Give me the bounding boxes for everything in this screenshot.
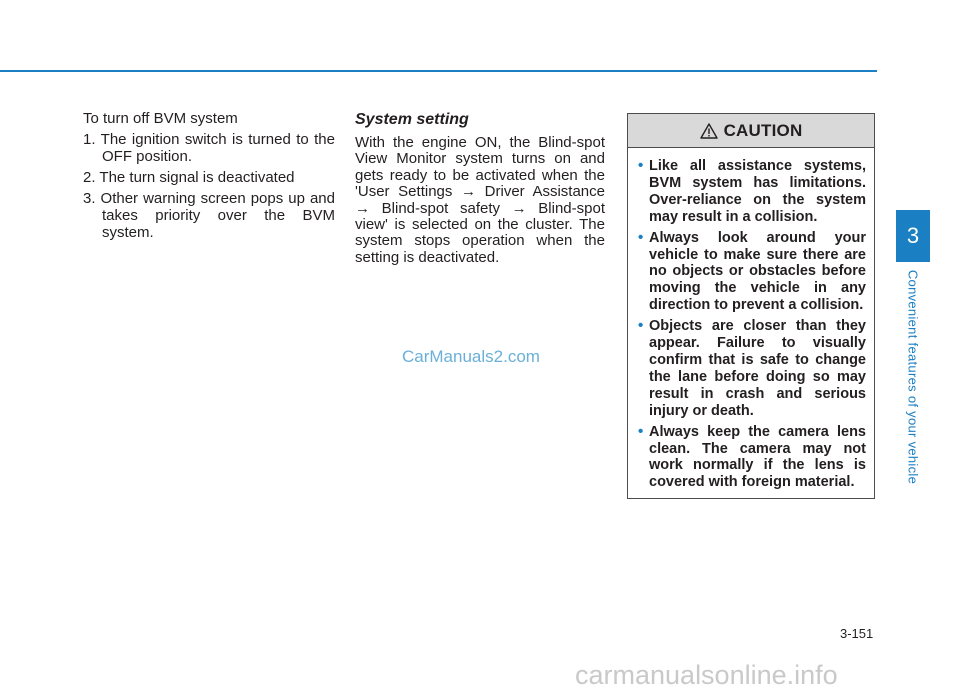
caution-text: Objects are closer than they appear. Failure to visually confirm that is safe to change the lane before doing so may result in crash and serious injury or death.	[649, 318, 866, 419]
chapter-number: 3	[906, 223, 920, 248]
watermark-bottom: carmanualsonline.info	[575, 660, 838, 690]
list-item: 3. Other warning screen pops up and takes priority over the BVM system.	[83, 190, 335, 241]
list-item	[640, 424, 866, 492]
section-body: With the engine ON, the Blind-spot View Monitor system turns on and gets ready to be activated when the 'User Settings → Driver Assistance → Blind-spot safety → Blind-spot view' is selected on the cluster. The system stops operation when the setting is deactivated.	[355, 134, 605, 266]
caution-text: Always keep the camera lens clean. The camera may not work normally if the lens is covered with foreign material.	[649, 423, 866, 491]
turn-off-section	[83, 110, 335, 245]
watermark-center: CarManuals2.com	[402, 347, 540, 366]
bullet-icon: •	[638, 422, 644, 440]
caution-box	[627, 113, 875, 499]
caution-header	[628, 114, 874, 148]
turn-off-intro: To turn off BVM system	[83, 110, 238, 127]
system-setting-section	[355, 110, 605, 266]
chapter-title: Convenient features of your vehicle	[905, 269, 921, 485]
section-heading: System setting	[355, 111, 469, 128]
caution-text: Like all assistance systems, BVM system has limitations. Over-reliance on the system may result in a collision.	[649, 158, 866, 225]
list-item	[640, 158, 866, 226]
page-number: 3-151	[840, 626, 874, 641]
caution-list	[628, 148, 874, 491]
list-item	[640, 318, 866, 419]
bullet-icon: •	[638, 317, 644, 335]
bullet-icon: •	[638, 157, 644, 174]
turn-off-list	[83, 131, 335, 241]
list-item: 2. The turn signal is deactivated	[83, 169, 295, 186]
list-item: 1. The ignition switch is turned to the OFF position.	[83, 131, 335, 165]
bullet-icon: •	[638, 228, 644, 246]
warning-triangle-icon	[700, 123, 718, 139]
header-rule	[0, 70, 877, 72]
caution-text: Always look around your vehicle to make sure there are no objects or obstacles before moving the vehicle in any direction to prevent a collision.	[649, 229, 866, 314]
caution-title: CAUTION	[723, 120, 803, 140]
list-item	[640, 230, 866, 315]
chapter-tab	[896, 210, 930, 262]
